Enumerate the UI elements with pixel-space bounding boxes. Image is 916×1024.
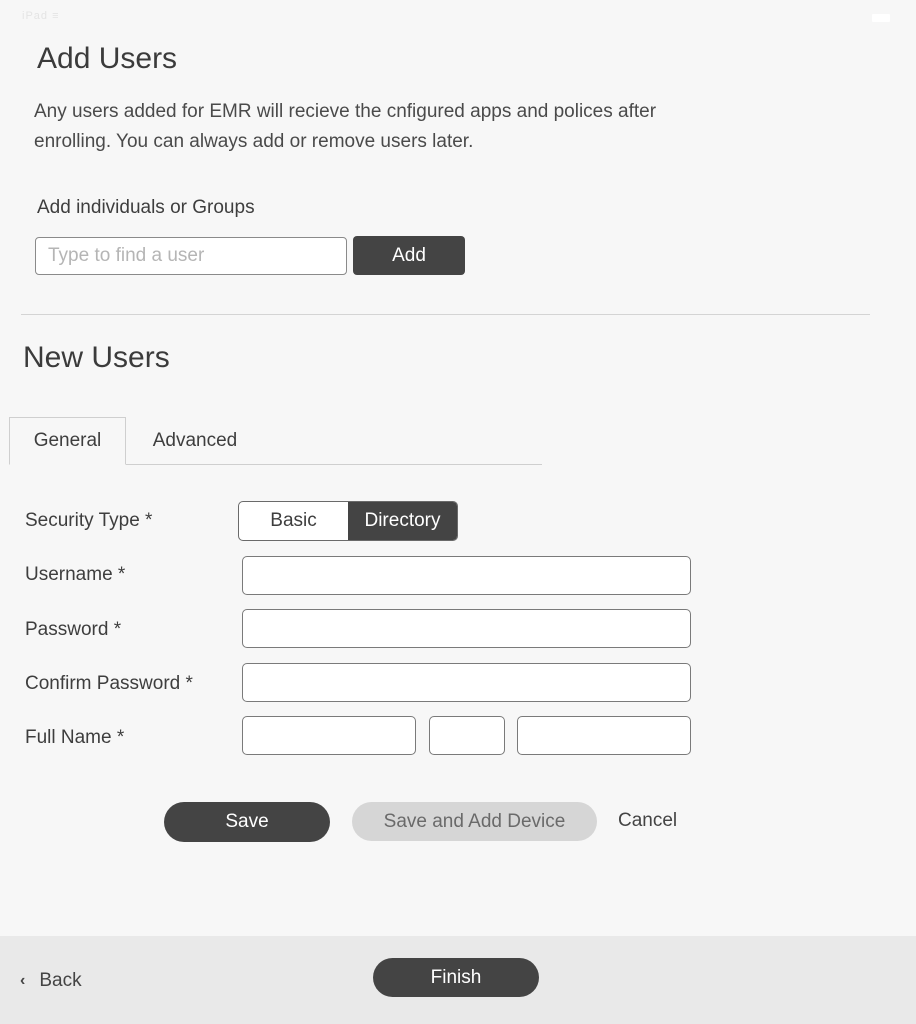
add-individuals-label: Add individuals or Groups [37, 197, 255, 218]
middle-initial-field[interactable] [429, 716, 505, 755]
tab-advanced[interactable]: Advanced [152, 430, 238, 451]
username-label: Username * [25, 564, 126, 585]
security-directory-option[interactable]: Directory [348, 502, 457, 540]
new-users-title: New Users [23, 341, 170, 374]
add-user-button[interactable]: Add [353, 236, 465, 275]
tab-general[interactable]: General [9, 417, 126, 465]
page-description: Any users added for EMR will recieve the cnfigured apps and polices after enrolling. You can always add or remove users later. [34, 101, 657, 152]
password-label: Password * [25, 619, 122, 640]
last-name-field[interactable] [517, 716, 691, 755]
first-name-field[interactable] [242, 716, 416, 755]
page-title: Add Users [37, 42, 178, 75]
confirm-password-label: Confirm Password * [25, 673, 193, 694]
security-basic-option[interactable]: Basic [270, 510, 317, 531]
security-type-toggle [238, 501, 458, 541]
save-button[interactable]: Save [164, 802, 330, 842]
full-name-label: Full Name * [25, 727, 125, 748]
section-divider [21, 314, 870, 315]
username-field[interactable] [242, 556, 691, 595]
save-and-add-device-button[interactable]: Save and Add Device [352, 802, 597, 841]
user-search-input[interactable] [35, 237, 347, 275]
battery-icon [872, 14, 890, 22]
chevron-left-icon: ‹ [20, 972, 26, 989]
security-type-label: Security Type * [25, 510, 153, 531]
back-label: Back [39, 970, 82, 991]
password-field[interactable] [242, 609, 691, 648]
cancel-link[interactable]: Cancel [618, 810, 678, 831]
finish-button[interactable]: Finish [373, 958, 539, 997]
back-button[interactable] [20, 970, 82, 992]
status-bar [0, 0, 916, 36]
confirm-password-field[interactable] [242, 663, 691, 702]
carrier-label: iPad ≡ [22, 10, 60, 22]
